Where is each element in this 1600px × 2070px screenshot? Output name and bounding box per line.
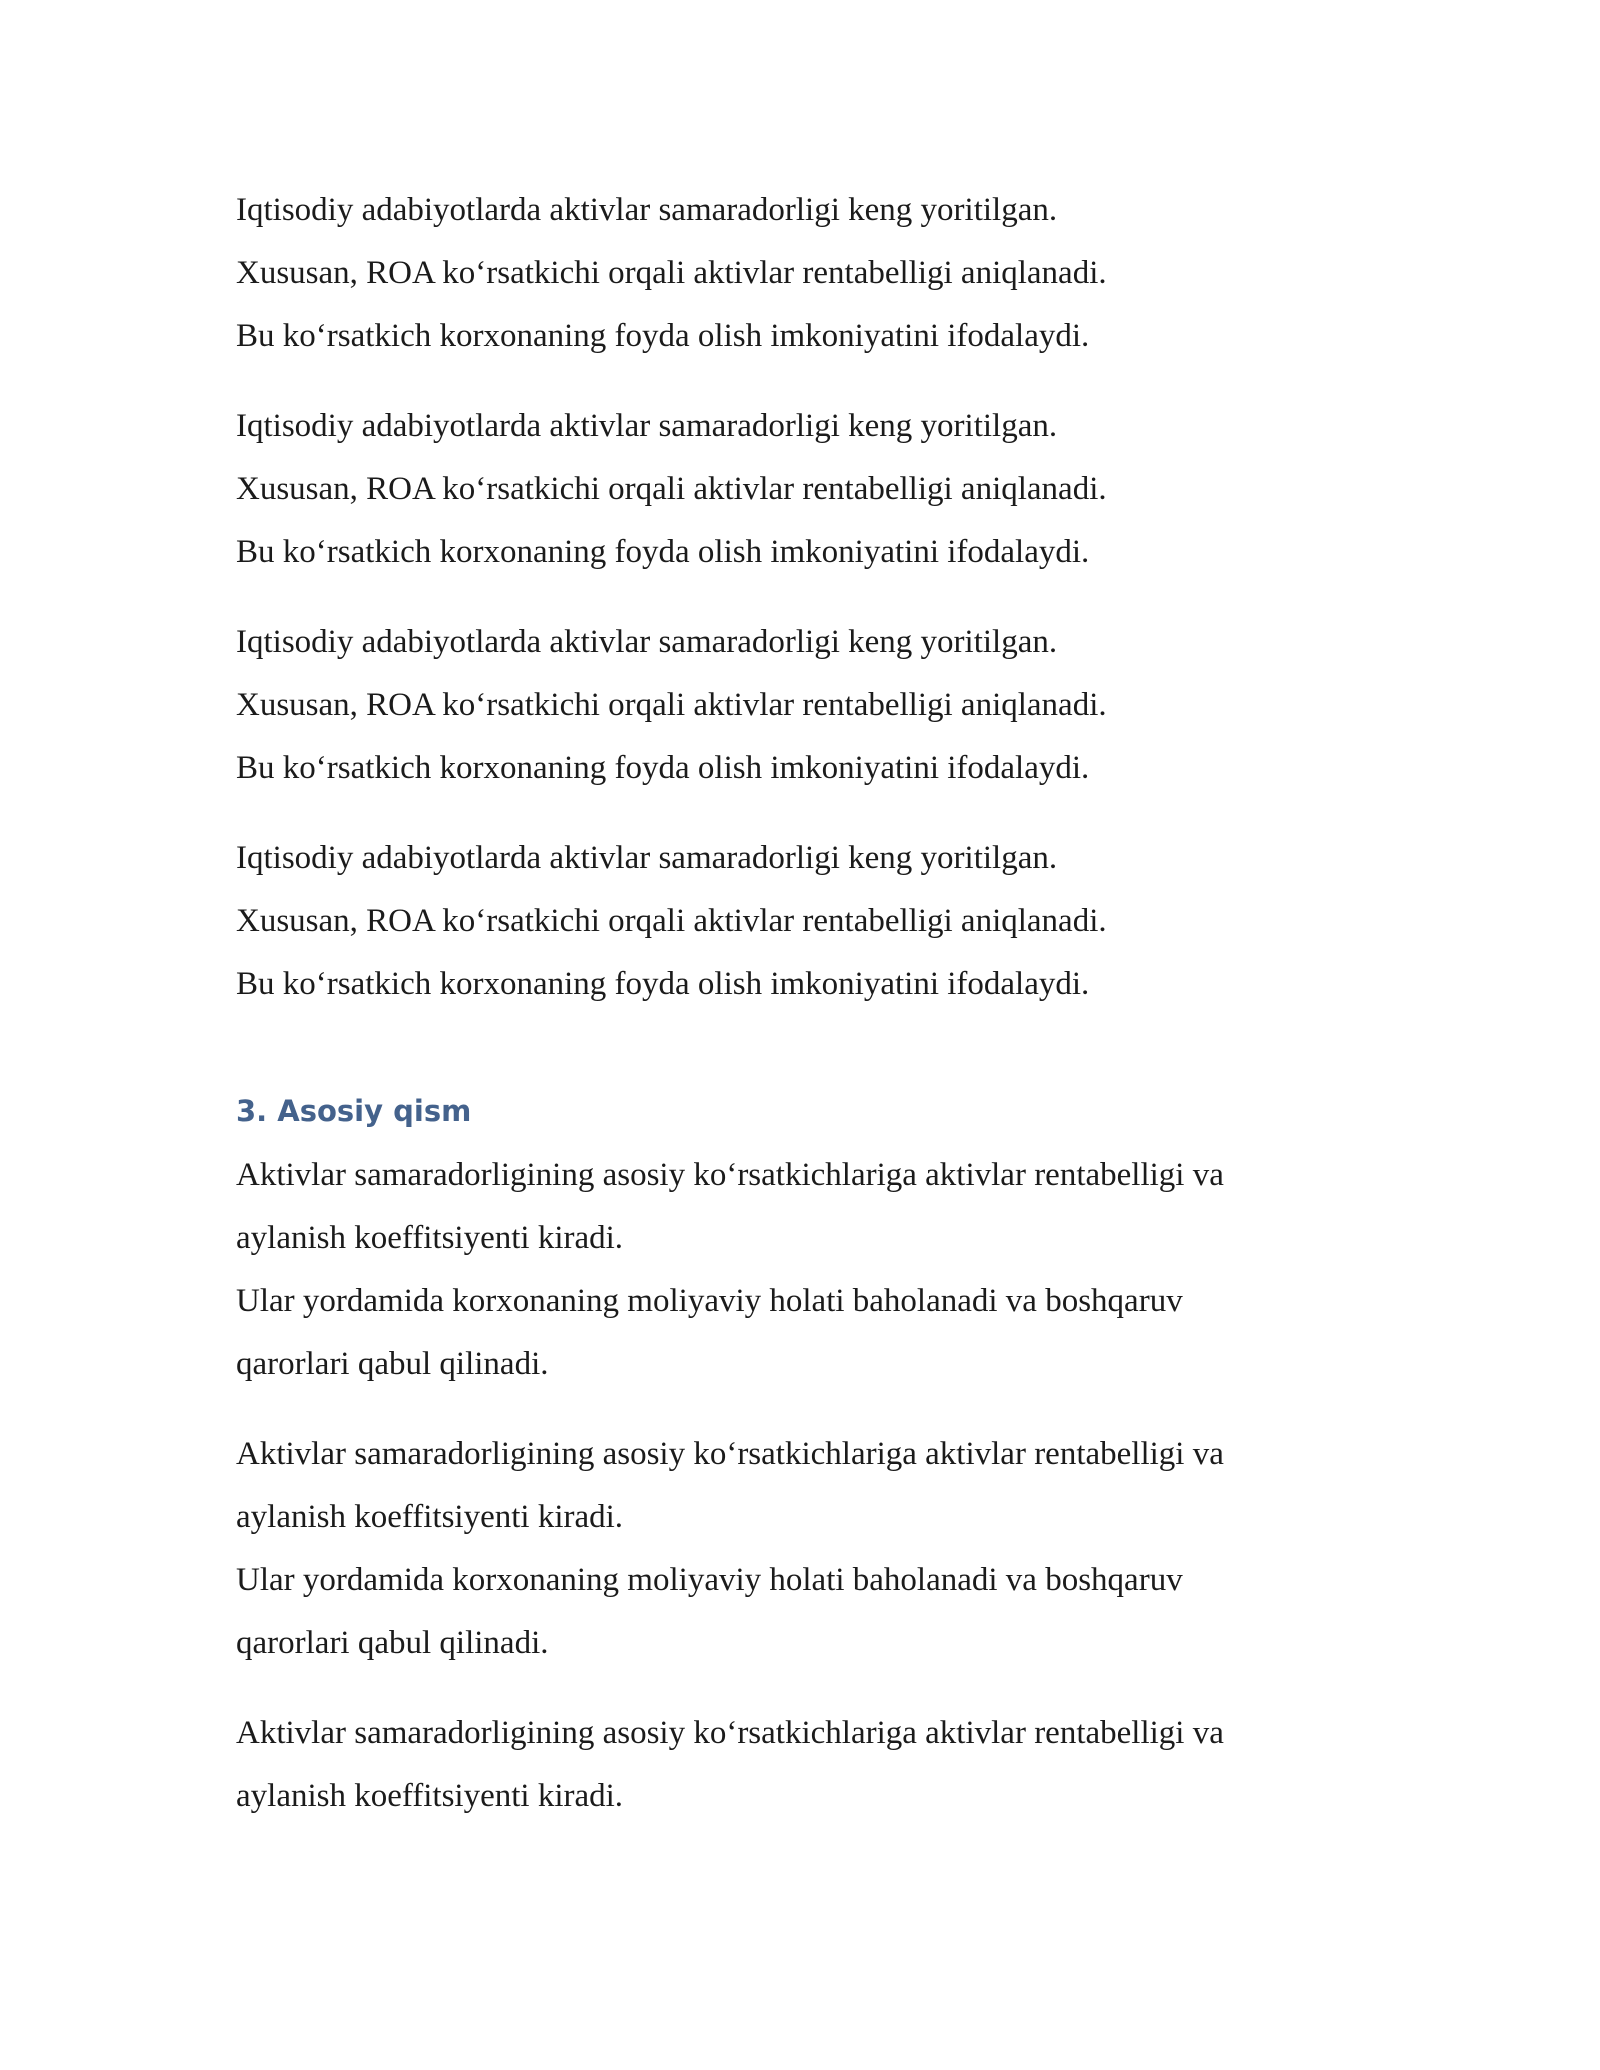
- paragraph-line: qarorlari qabul qilinadi.: [236, 1625, 549, 1661]
- document-page: [236, 0, 1376, 2070]
- paragraph-line: aylanish koeffitsiyenti kiradi.: [236, 1220, 624, 1256]
- paragraph-line: Xususan, ROA ko‘rsatkichi orqali aktivlar rentabelligi aniqlanadi.: [236, 903, 1107, 939]
- paragraph-line: Bu ko‘rsatkich korxonaning foyda olish imkoniyatini ifodalaydi.: [236, 966, 1090, 1002]
- paragraph-line: Bu ko‘rsatkich korxonaning foyda olish imkoniyatini ifodalaydi.: [236, 534, 1090, 570]
- paragraph-line: Bu ko‘rsatkich korxonaning foyda olish imkoniyatini ifodalaydi.: [236, 750, 1090, 786]
- paragraph-line: Aktivlar samaradorligining asosiy ko‘rsatkichlariga aktivlar rentabelligi va: [236, 1157, 1224, 1193]
- paragraph-line: Xususan, ROA ko‘rsatkichi orqali aktivlar rentabelligi aniqlanadi.: [236, 687, 1107, 723]
- paragraph-line: Bu ko‘rsatkich korxonaning foyda olish imkoniyatini ifodalaydi.: [236, 318, 1090, 354]
- section-heading: 3. Asosiy qism: [236, 1094, 472, 1128]
- paragraph-line: Iqtisodiy adabiyotlarda aktivlar samaradorligi keng yoritilgan.: [236, 624, 1058, 660]
- paragraph-line: aylanish koeffitsiyenti kiradi.: [236, 1778, 624, 1814]
- paragraph-line: Iqtisodiy adabiyotlarda aktivlar samaradorligi keng yoritilgan.: [236, 192, 1058, 228]
- paragraph-line: Xususan, ROA ko‘rsatkichi orqali aktivlar rentabelligi aniqlanadi.: [236, 471, 1107, 507]
- paragraph-line: Aktivlar samaradorligining asosiy ko‘rsatkichlariga aktivlar rentabelligi va: [236, 1436, 1224, 1472]
- paragraph-line: Ular yordamida korxonaning moliyaviy holati baholanadi va boshqaruv: [236, 1562, 1183, 1598]
- paragraph-line: qarorlari qabul qilinadi.: [236, 1346, 549, 1382]
- paragraph-line: Iqtisodiy adabiyotlarda aktivlar samaradorligi keng yoritilgan.: [236, 408, 1058, 444]
- paragraph-line: Xususan, ROA ko‘rsatkichi orqali aktivlar rentabelligi aniqlanadi.: [236, 255, 1107, 291]
- paragraph-line: Aktivlar samaradorligining asosiy ko‘rsatkichlariga aktivlar rentabelligi va: [236, 1715, 1224, 1751]
- paragraph-line: Ular yordamida korxonaning moliyaviy holati baholanadi va boshqaruv: [236, 1283, 1183, 1319]
- paragraph-line: Iqtisodiy adabiyotlarda aktivlar samaradorligi keng yoritilgan.: [236, 840, 1058, 876]
- paragraph-line: aylanish koeffitsiyenti kiradi.: [236, 1499, 624, 1535]
